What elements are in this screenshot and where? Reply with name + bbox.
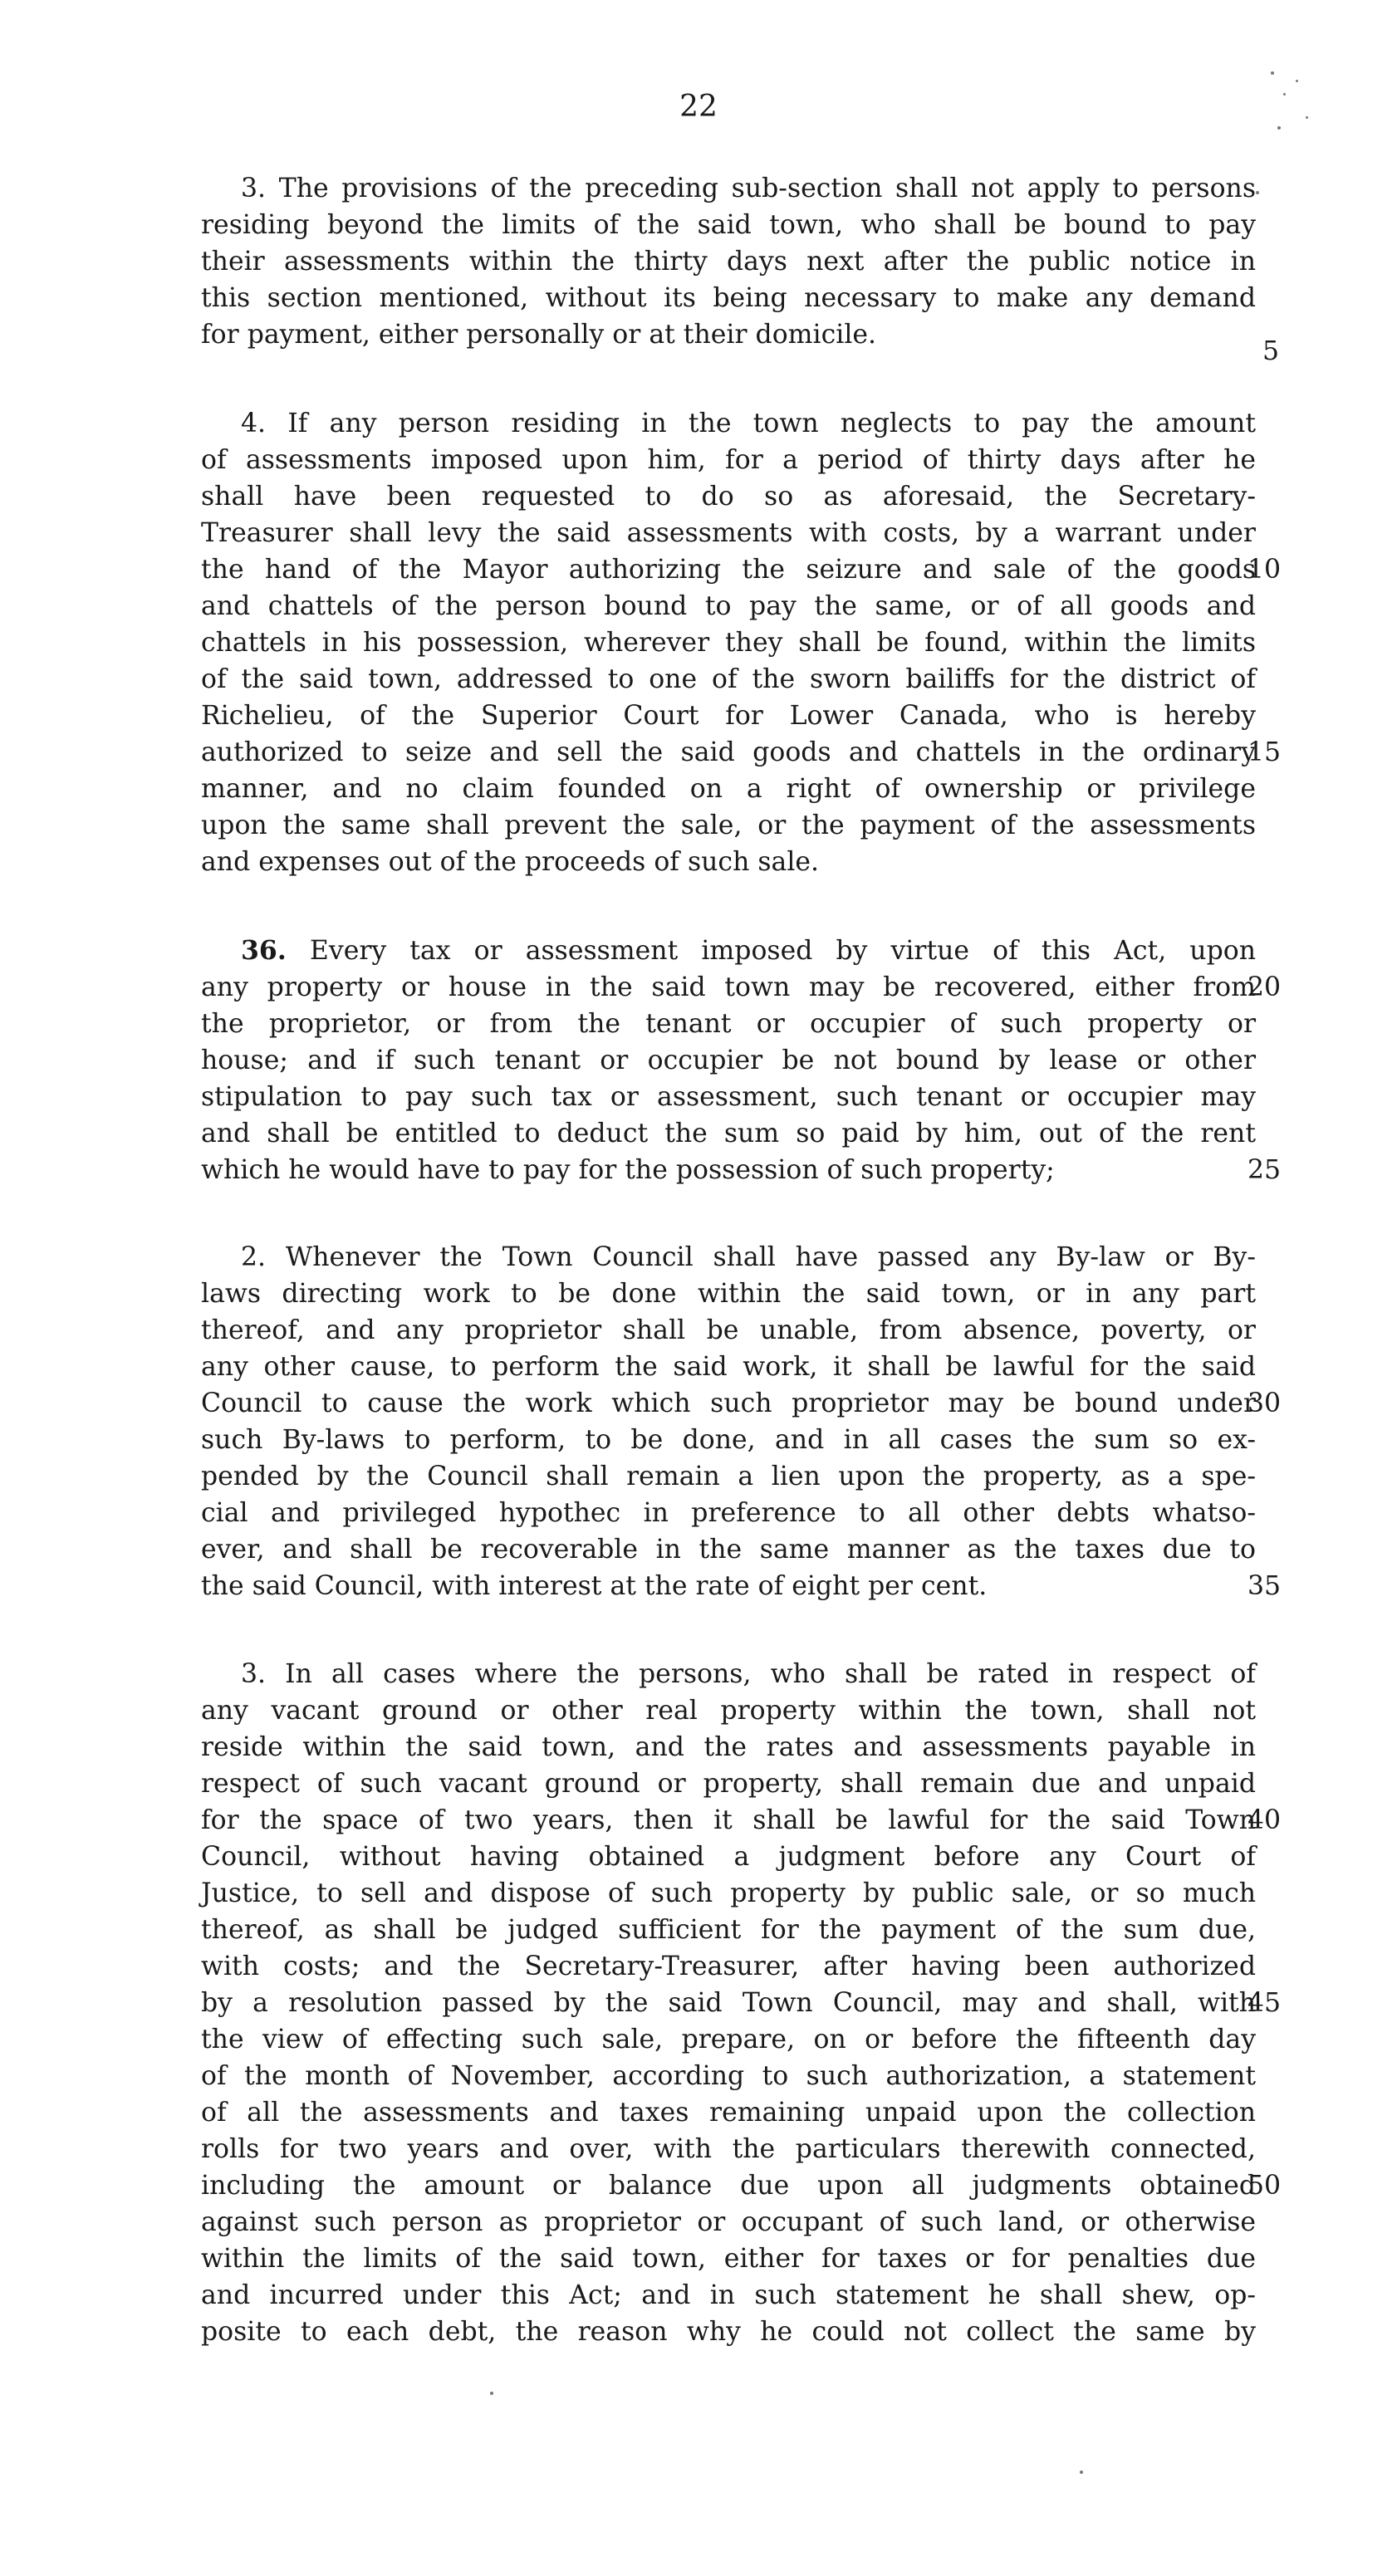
text-line: laws directing work to be done within the said town, or in any part xyxy=(201,1279,1256,1309)
text-line: thereof, as shall be judged sufficient for the payment of the sum due, xyxy=(201,1915,1256,1945)
text-line: stipulation to pay such tax or assessment, such tenant or occupier may xyxy=(201,1082,1256,1112)
text-line: posite to each debt, the reason why he could not collect the same by xyxy=(201,2317,1256,2347)
text-line: of all the assessments and taxes remaining unpaid upon the collection xyxy=(201,2098,1256,2128)
text-line: for payment, either personally or at their domicile. xyxy=(201,320,877,350)
text-line: the view of effecting such sale, prepare, on or before the fifteenth day xyxy=(201,2025,1256,2054)
text-line: cial and privileged hypothec in preference to all other debts whatso- xyxy=(201,1498,1256,1528)
line-number: 45 xyxy=(1247,1988,1282,2018)
text-line: respect of such vacant ground or property, shall remain due and unpaid xyxy=(201,1769,1256,1799)
text-line: including the amount or balance due upon all judgments obtained xyxy=(201,2171,1256,2201)
text-line: and expenses out of the proceeds of such sale. xyxy=(201,847,820,877)
text-line: chattels in his possession, wherever they shall be found, within the limits xyxy=(201,628,1256,658)
line-number: 10 xyxy=(1247,555,1282,585)
text-line: thereof, and any proprietor shall be unable, from absence, poverty, or xyxy=(201,1315,1256,1345)
text-line: and shall be entitled to deduct the sum so paid by him, out of the rent xyxy=(201,1119,1256,1148)
scan-speck xyxy=(1306,116,1308,119)
text-line: house; and if such tenant or occupier be not bound by lease or other xyxy=(201,1046,1256,1075)
line-number: 30 xyxy=(1247,1388,1282,1418)
scan-speck xyxy=(1296,80,1298,82)
section-first-line: Every tax or assessment imposed by virtue of this Act, upon xyxy=(309,936,1257,966)
text-line: Richelieu, of the Superior Court for Lower Canada, who is hereby xyxy=(201,701,1256,731)
text-line: Justice, to sell and dispose of such property by public sale, or so much xyxy=(201,1878,1256,1908)
text-line: the said Council, with interest at the rate of eight per cent. xyxy=(201,1571,988,1601)
text-line: shall have been requested to do so as aforesaid, the Secretary- xyxy=(201,482,1256,512)
text-line: ever, and shall be recoverable in the same manner as the taxes due to xyxy=(201,1535,1256,1565)
text-line: Council to cause the work which such proprietor may be bound under xyxy=(201,1388,1256,1418)
text-line xyxy=(241,933,1256,969)
text-line: with costs; and the Secretary-Treasurer, after having been authorized xyxy=(201,1952,1256,1981)
text-line: this section mentioned, without its being necessary to make any demand xyxy=(201,283,1256,313)
text-line: of the month of November, according to such authorization, a statement xyxy=(201,2061,1256,2091)
text-line: for the space of two years, then it shall be lawful for the said Town xyxy=(201,1805,1256,1835)
text-line: against such person as proprietor or occupant of such land, or otherwise xyxy=(201,2207,1256,2237)
text-line: 4. If any person residing in the town neglects to pay the amount xyxy=(241,409,1256,438)
text-line: of assessments imposed upon him, for a period of thirty days after he xyxy=(201,445,1256,475)
scan-speck xyxy=(1080,2471,1083,2474)
text-line: which he would have to pay for the possession of such property; xyxy=(201,1155,1055,1185)
text-line: any other cause, to perform the said work, it shall be lawful for the said xyxy=(201,1352,1256,1382)
text-line: the proprietor, or from the tenant or occupier of such property or xyxy=(201,1009,1256,1039)
text-line: residing beyond the limits of the said town, who shall be bound to pay xyxy=(201,210,1256,240)
text-line: by a resolution passed by the said Town Council, may and shall, with xyxy=(201,1988,1256,2018)
text-line: their assessments within the thirty days next after the public notice in xyxy=(201,247,1256,277)
line-number: 20 xyxy=(1247,972,1282,1002)
scan-speck xyxy=(1277,126,1281,130)
line-number: 25 xyxy=(1247,1155,1282,1185)
text-line: such By-laws to perform, to be done, and in all cases the sum so ex- xyxy=(201,1425,1256,1455)
line-number: 35 xyxy=(1247,1571,1282,1601)
text-line: manner, and no claim founded on a right of ownership or privilege xyxy=(201,774,1256,804)
text-line: and incurred under this Act; and in such statement he shall shew, op- xyxy=(201,2280,1256,2310)
line-number: 40 xyxy=(1247,1805,1282,1835)
text-line: within the limits of the said town, either for taxes or for penalties due xyxy=(201,2244,1256,2274)
line-number: 15 xyxy=(1247,737,1282,767)
text-line: Treasurer shall levy the said assessments with costs, by a warrant under xyxy=(201,518,1256,548)
page-number: 22 xyxy=(679,90,718,124)
line-number: 50 xyxy=(1247,2171,1282,2201)
text-line: pended by the Council shall remain a lien upon the property, as a spe- xyxy=(201,1462,1256,1491)
text-line: 3. In all cases where the persons, who shall be rated in respect of xyxy=(241,1659,1256,1689)
text-line: and chattels of the person bound to pay the same, or of all goods and xyxy=(201,591,1256,621)
scan-speck xyxy=(1271,71,1274,75)
text-line: upon the same shall prevent the sale, or the payment of the assessments xyxy=(201,811,1256,840)
text-line: 3. The provisions of the preceding sub-section shall not apply to persons xyxy=(241,174,1256,203)
text-line: of the said town, addressed to one of the sworn bailiffs for the district of xyxy=(201,664,1256,694)
text-line: any property or house in the said town may be recovered, either from xyxy=(201,972,1256,1002)
scan-speck xyxy=(1283,93,1286,95)
text-line: any vacant ground or other real property within the town, shall not xyxy=(201,1696,1256,1726)
text-line: rolls for two years and over, with the particulars therewith connected, xyxy=(201,2134,1256,2164)
text-line: authorized to seize and sell the said goods and chattels in the ordinary xyxy=(201,737,1256,767)
scan-speck xyxy=(1256,191,1259,194)
scan-speck xyxy=(490,2392,493,2395)
text-line: Council, without having obtained a judgment before any Court of xyxy=(201,1842,1256,1872)
text-line: the hand of the Mayor authorizing the seizure and sale of the goods xyxy=(201,555,1256,585)
text-line: 2. Whenever the Town Council shall have passed any By-law or By- xyxy=(241,1242,1256,1272)
line-number: 5 xyxy=(1262,336,1280,366)
text-line: reside within the said town, and the rates and assessments payable in xyxy=(201,1732,1256,1762)
section-number: 36. xyxy=(241,935,287,966)
